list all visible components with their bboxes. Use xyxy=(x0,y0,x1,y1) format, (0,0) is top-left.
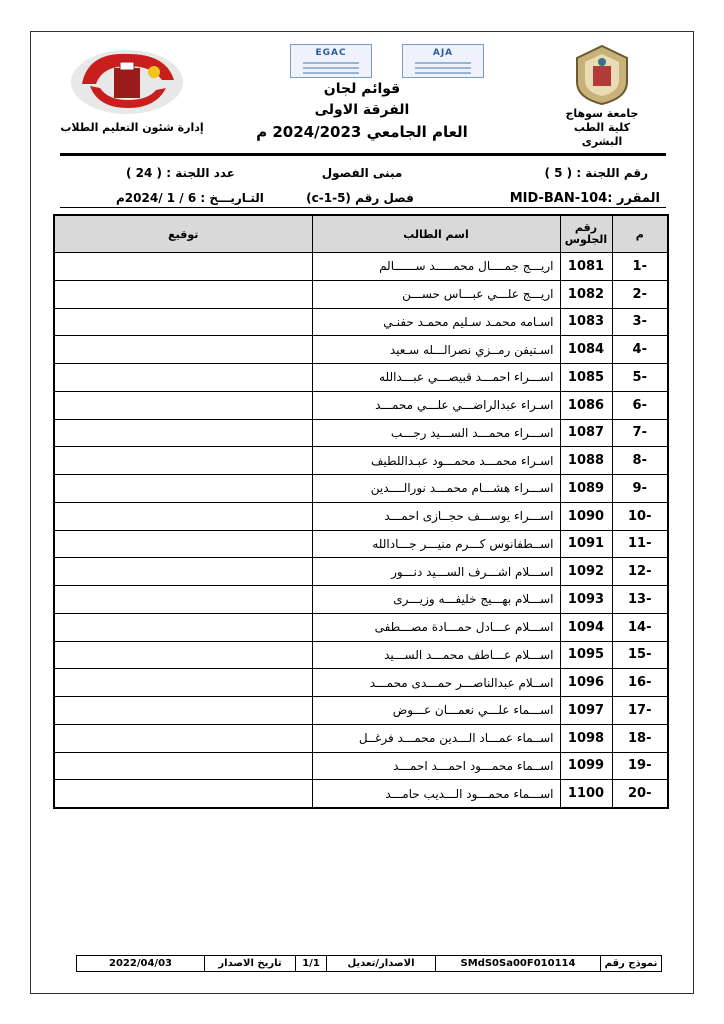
committee-number: رقم اللجنة : ( 5 ) xyxy=(544,166,648,180)
student-name: اســـلام عـــادل حمـــادة مصـــطفى xyxy=(312,613,560,641)
seat-number: 1100 xyxy=(560,780,612,808)
table-row xyxy=(54,724,668,752)
university-name: جامعة سوهاج xyxy=(565,107,639,120)
student-name: اســـراء احمـــد قبيصـــي عبـــدالله xyxy=(312,364,560,392)
academic-year: العام الجامعي 2024/2023 م xyxy=(256,123,468,141)
course-code: المقرر :MID-BAN-104 xyxy=(509,191,660,206)
seat-number: 1088 xyxy=(560,447,612,475)
row-index: -12 xyxy=(612,558,668,586)
student-name: اســـراء يوســـف حجــازى احمـــد xyxy=(312,502,560,530)
signature-cell xyxy=(54,280,312,308)
year-level: الفرقة الاولى xyxy=(314,102,410,118)
form-number-value: SMdS0Sa00F010114 xyxy=(435,956,600,971)
header-index: م xyxy=(612,215,668,253)
form-footer xyxy=(76,955,662,972)
revision-label: الاصدار/تعديل xyxy=(326,956,435,971)
table-row xyxy=(54,502,668,530)
seat-number: 1094 xyxy=(560,613,612,641)
table-row xyxy=(54,308,668,336)
student-name: اســـلام عـــاطف محمـــد الســـيد xyxy=(312,641,560,669)
row-index: -13 xyxy=(612,586,668,614)
exam-date: التـاريـــخ : 6 / 1 /2024م xyxy=(116,191,264,205)
student-name: اسـراء محمـــد محمـــود عبـداللطيف xyxy=(312,447,560,475)
row-index: -10 xyxy=(612,502,668,530)
signature-cell xyxy=(54,308,312,336)
student-name: اسـتيفن رمــزي نصرالـــله سـعيد xyxy=(312,336,560,364)
faculty-name: كلية الطب البشرى xyxy=(573,121,631,148)
department-name: إدارة شئون التعليم الطلاب xyxy=(60,121,204,134)
signature-cell xyxy=(54,558,312,586)
seat-number: 1096 xyxy=(560,669,612,697)
student-name: اســماء عمـــاد الـــدين محمـــد فرغــل xyxy=(312,724,560,752)
student-name: اســـلام بهـــيج خليفـــه وزيـــرى xyxy=(312,586,560,614)
student-name: اريـــج جمــــال محمـــــد ســــــالم xyxy=(312,253,560,281)
student-name: اســـماء علـــي نعمـــان عـــوض xyxy=(312,697,560,725)
row-index: -16 xyxy=(612,669,668,697)
document-title: قوائم لجان xyxy=(323,81,401,97)
row-index: -14 xyxy=(612,613,668,641)
aja-certification-badge: AJA xyxy=(402,44,484,78)
egac-certification-badge: EGAC xyxy=(290,44,372,78)
signature-cell xyxy=(54,586,312,614)
student-name: اســلام عبدالناصـــر حمـــدى محمـــد xyxy=(312,669,560,697)
student-name: اسـامه محمـد سـليم محمـد حفنـي xyxy=(312,308,560,336)
seat-number: 1084 xyxy=(560,336,612,364)
building-name: مبنى الفصول xyxy=(321,166,403,180)
form-number-label: نموذج رقم xyxy=(600,956,661,971)
student-name: اســماء محمـــود احمـــد احمـــد xyxy=(312,752,560,780)
row-index: -7 xyxy=(612,419,668,447)
seat-number: 1098 xyxy=(560,724,612,752)
table-row xyxy=(54,419,668,447)
student-name: اسـراء عبدالراضـــي علـــي محمـــد xyxy=(312,391,560,419)
students-table xyxy=(53,214,669,809)
students-table-body xyxy=(54,253,668,809)
student-name: اســـلام اشـــرف الســـيد دنـــور xyxy=(312,558,560,586)
table-row xyxy=(54,280,668,308)
signature-cell xyxy=(54,391,312,419)
seat-number: 1095 xyxy=(560,641,612,669)
table-row xyxy=(54,253,668,281)
row-index: -11 xyxy=(612,530,668,558)
seat-number: 1081 xyxy=(560,253,612,281)
signature-cell xyxy=(54,253,312,281)
table-row xyxy=(54,336,668,364)
student-name: اســـراء محمـــد الســـيد رجـــب xyxy=(312,419,560,447)
signature-cell xyxy=(54,336,312,364)
classroom-number: فصل رقم (c-1-5) xyxy=(306,191,414,205)
table-row xyxy=(54,613,668,641)
seat-number: 1086 xyxy=(560,391,612,419)
table-row xyxy=(54,447,668,475)
table-row xyxy=(54,752,668,780)
row-index: -4 xyxy=(612,336,668,364)
issue-date-value: 2022/04/03 xyxy=(109,958,172,969)
seat-number: 1092 xyxy=(560,558,612,586)
signature-cell xyxy=(54,419,312,447)
info-divider xyxy=(60,207,666,208)
student-name: اســطفانوس كـــرم منيـــر جـــادالله xyxy=(312,530,560,558)
header-signature: توقيع xyxy=(54,215,312,253)
header-divider xyxy=(60,153,666,156)
signature-cell xyxy=(54,364,312,392)
signature-cell xyxy=(54,613,312,641)
student-name: اســـماء محمـــود الـــديب حامـــد xyxy=(312,780,560,808)
row-index: -6 xyxy=(612,391,668,419)
seat-number: 1087 xyxy=(560,419,612,447)
table-header-row xyxy=(54,215,668,253)
row-index: -5 xyxy=(612,364,668,392)
student-name: اريـــج علـــي عبـــاس حســـن xyxy=(312,280,560,308)
student-affairs-logo xyxy=(68,44,186,116)
header-student-name: اسم الطالب xyxy=(312,215,560,253)
seat-number: 1093 xyxy=(560,586,612,614)
table-row xyxy=(54,364,668,392)
table-row xyxy=(54,669,668,697)
seat-number: 1085 xyxy=(560,364,612,392)
committee-count: عدد اللجنة : ( 24 ) xyxy=(126,166,235,180)
seat-number: 1089 xyxy=(560,475,612,503)
signature-cell xyxy=(54,641,312,669)
signature-cell xyxy=(54,724,312,752)
row-index: -3 xyxy=(612,308,668,336)
signature-cell xyxy=(54,752,312,780)
table-row xyxy=(54,475,668,503)
header-seat-number: رقم الجلوس xyxy=(560,215,612,253)
row-index: -2 xyxy=(612,280,668,308)
signature-cell xyxy=(54,502,312,530)
table-row xyxy=(54,558,668,586)
row-index: -17 xyxy=(612,697,668,725)
university-seal-logo xyxy=(573,44,631,106)
table-row xyxy=(54,641,668,669)
row-index: -1 xyxy=(612,253,668,281)
signature-cell xyxy=(54,475,312,503)
seat-number: 1083 xyxy=(560,308,612,336)
row-index: -20 xyxy=(612,780,668,808)
university-name-block xyxy=(552,107,652,149)
issue-date-label: تاريخ الاصدار xyxy=(204,956,295,971)
row-index: -9 xyxy=(612,475,668,503)
signature-cell xyxy=(54,669,312,697)
student-name: اســـراء هشـــام محمـــد نورالــــدين xyxy=(312,475,560,503)
row-index: -8 xyxy=(612,447,668,475)
row-index: -19 xyxy=(612,752,668,780)
seat-number: 1090 xyxy=(560,502,612,530)
table-row xyxy=(54,586,668,614)
row-index: -18 xyxy=(612,724,668,752)
row-index: -15 xyxy=(612,641,668,669)
seat-number: 1082 xyxy=(560,280,612,308)
table-row xyxy=(54,530,668,558)
table-row xyxy=(54,780,668,808)
table-row xyxy=(54,391,668,419)
signature-cell xyxy=(54,530,312,558)
seat-number: 1091 xyxy=(560,530,612,558)
signature-cell xyxy=(54,447,312,475)
signature-cell xyxy=(54,697,312,725)
revision-value: 1/1 xyxy=(295,956,326,971)
signature-cell xyxy=(54,780,312,808)
seat-number: 1099 xyxy=(560,752,612,780)
seat-number: 1097 xyxy=(560,697,612,725)
table-row xyxy=(54,697,668,725)
